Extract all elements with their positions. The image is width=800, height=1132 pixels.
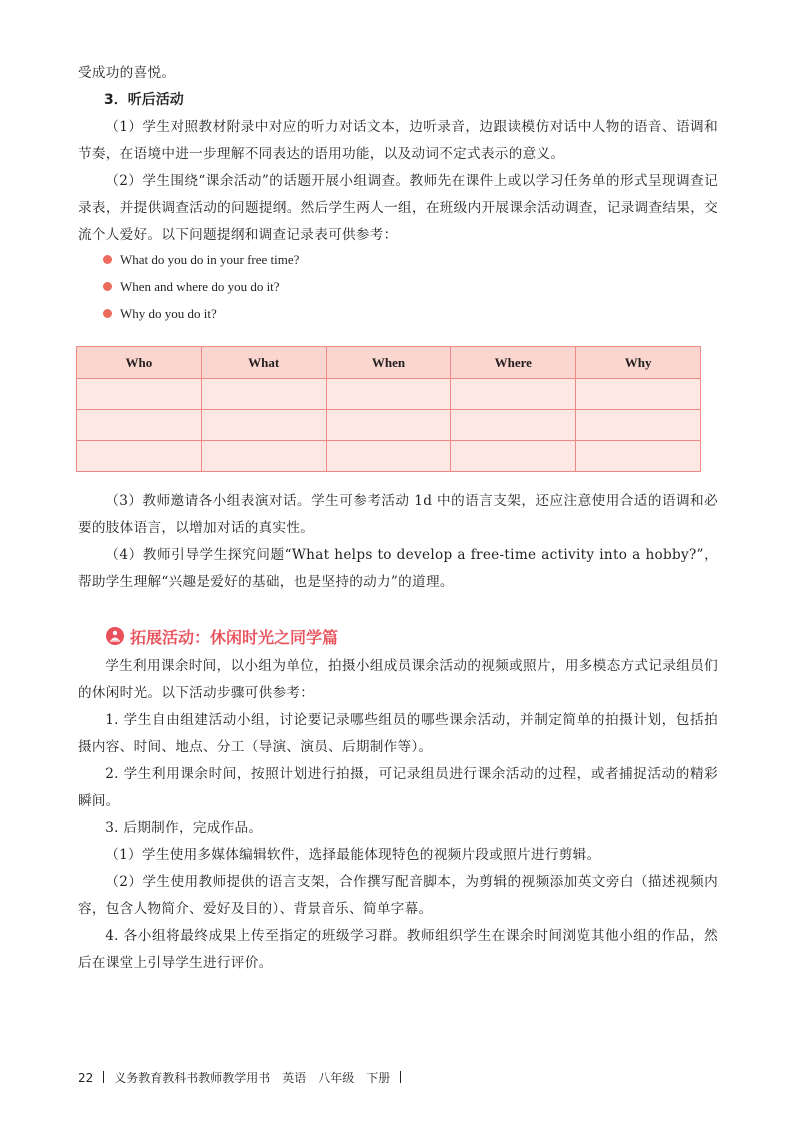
survey-table [76, 346, 701, 472]
extension-step-3-1: （1）学生使用多媒体编辑软件，选择最能体现特色的视频片段或照片进行剪辑。 [105, 847, 601, 863]
table-row [77, 441, 701, 472]
section-heading-listening-after: 3．听后活动 [104, 92, 184, 108]
paragraph-item-2: （2）学生围绕“课余活动”的话题开展小组调查。教师先在课件上或以学习任务单的形式呈现调查记录表，并提供调查活动的问题提纲。然后学生两人一组，在班级内开展课余活动调查，记录调查结果，交流个人爱好。以下问题提纲和调查记录表可供参考： [78, 173, 718, 243]
table-cell [77, 379, 202, 410]
question-item: When and where do you do it? [100, 273, 299, 300]
table-header-row [77, 347, 701, 379]
table-cell [451, 441, 576, 472]
table-row [77, 410, 701, 441]
paragraph-item-3: （3）教师邀请各小组表演对话。学生可参考活动 1d 中的语言支架，还应注意使用合适的语调和必要的肢体语言，以增加对话的真实性。 [78, 493, 718, 536]
table-row [77, 379, 701, 410]
table-cell [326, 379, 451, 410]
question-item: Why do you do it? [100, 300, 299, 327]
person-presenting-icon [106, 627, 124, 645]
table-cell [576, 379, 701, 410]
footer-divider [400, 1071, 401, 1083]
table-cell [326, 441, 451, 472]
bullet-dot-icon [103, 309, 112, 318]
footer-divider [103, 1071, 104, 1083]
table-header-cell: Why [576, 347, 701, 379]
table-header-cell: What [201, 347, 326, 379]
extension-title: 拓展活动：休闲时光之同学篇 [130, 627, 339, 647]
continuation-text: 受成功的喜悦。 [78, 65, 176, 81]
paragraph-item-4: （4）教师引导学生探究问题“What helps to develop a free-time activity into a hobby?”，帮助学生理解“兴趣是爱好的基础，也是坚持的动力”的道理。 [78, 547, 718, 590]
table-cell [451, 410, 576, 441]
extension-step-1: 1. 学生自由组建活动小组，讨论要记录哪些组员的哪些课余活动，并制定简单的拍摄计划，包括拍摄内容、时间、地点、分工（导演、演员、后期制作等）。 [78, 712, 718, 755]
table-cell [201, 410, 326, 441]
table-cell [77, 441, 202, 472]
question-item: What do you do in your free time? [100, 246, 299, 273]
table-cell [326, 410, 451, 441]
table-cell [201, 379, 326, 410]
extension-step-2: 2. 学生利用课余时间，按照计划进行拍摄，可记录组员进行课余活动的过程，或者捕捉活动的精彩瞬间。 [78, 766, 718, 809]
table-cell [576, 441, 701, 472]
table-header-cell: Who [77, 347, 202, 379]
table-cell [576, 410, 701, 441]
question-list [100, 246, 299, 327]
extension-step-3-2: （2）学生使用教师提供的语言支架，合作撰写配音脚本，为剪辑的视频添加英文旁白（描述视频内容，包含人物简介、爱好及目的）、背景音乐、简单字幕。 [78, 874, 718, 917]
footer-book-title: 义务教育教科书教师教学用书 英语 八年级 下册 [114, 1071, 391, 1085]
extension-intro: 学生利用课余时间，以小组为单位，拍摄小组成员课余活动的视频或照片，用多模态方式记录组员们的休闲时光。以下活动步骤可供参考： [78, 658, 718, 701]
bullet-dot-icon [103, 255, 112, 264]
extension-step-3: 3. 后期制作，完成作品。 [105, 820, 263, 836]
table-cell [77, 410, 202, 441]
table-cell [451, 379, 576, 410]
paragraph-item-1: （1）学生对照教材附录中对应的听力对话文本，边听录音，边跟读模仿对话中人物的语音、语调和节奏，在语境中进一步理解不同表达的语用功能，以及动词不定式表示的意义。 [78, 119, 718, 162]
table-header-cell: When [326, 347, 451, 379]
page-footer [78, 1068, 411, 1088]
bullet-dot-icon [103, 282, 112, 291]
page-number: 22 [78, 1071, 94, 1085]
table-header-cell: Where [451, 347, 576, 379]
extension-step-4: 4. 各小组将最终成果上传至指定的班级学习群。教师组织学生在课余时间浏览其他小组的作品，然后在课堂上引导学生进行评价。 [78, 928, 718, 971]
table-cell [201, 441, 326, 472]
extension-heading [106, 622, 338, 650]
